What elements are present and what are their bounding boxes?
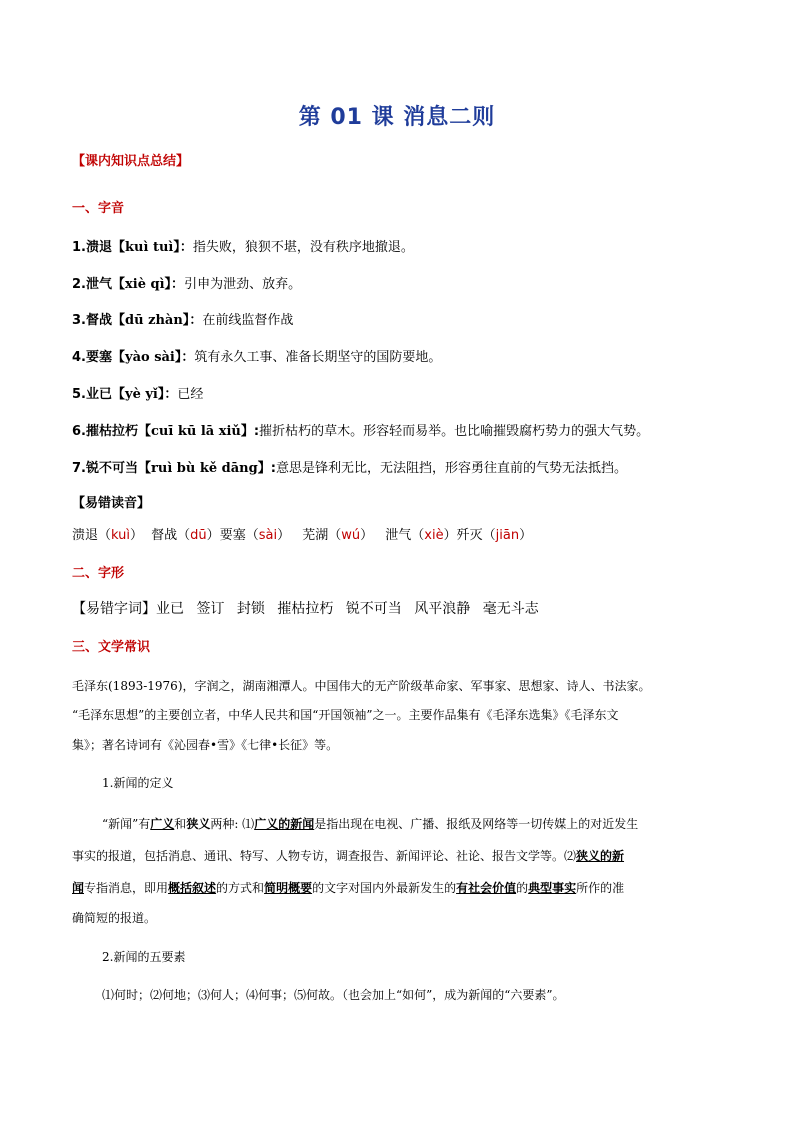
bio-line: 集》；著名诗词有《沁园春•雪》《七律•长征》等。: [72, 738, 339, 752]
pronunciation-entry: 7.锐不可当【ruì bù kě dāng】:意思是锋利无比，无法阻挡，形容勇往直前的气势无法抵挡。: [72, 461, 627, 476]
summary-heading: 【课内知识点总结】: [72, 154, 190, 169]
error-prone-words: 【易错字词】业已 签订 封锁 摧枯拉朽 锐不可当 风平浪静 毫无斗志: [72, 601, 539, 617]
subheading-news-definition: 1.新闻的定义: [102, 776, 174, 790]
pronunciation-entry: 2.泄气【xiè qì】：引申为泄劲、放弃。: [72, 277, 302, 292]
section-heading-glyph: 二、字形: [72, 566, 125, 581]
misread-heading: 【易错读音】: [72, 496, 151, 511]
pronunciation-entry: 6.摧枯拉朽【cuī kū lā xiǔ】:摧折枯朽的草木。形容轻而易举。也比喻摧毁腐朽势力的强大气势。: [72, 424, 650, 439]
pronunciation-entry: 4.要塞【yào sài】：筑有永久工事、准备长期坚守的国防要地。: [72, 350, 442, 365]
pronunciation-entry: 5.业已【yè yǐ】：已经: [72, 387, 204, 402]
section-heading-pronunciation: 一、字音: [72, 201, 125, 216]
misread-list: 溃退（kuì） 督战（dū）要塞（sài） 芜湖（wú） 泄气（xiè）歼灭（jiān）: [72, 528, 533, 543]
five-elements-line: ⑴何时；⑵何地；⑶何人；⑷何事；⑸何故。（也会加上“如何”，成为新闻的“六要素”。: [102, 988, 565, 1002]
section-heading-literature: 三、文学常识: [72, 640, 151, 655]
pronunciation-entry: 1.溃退【kuì tuì】：指失败，狼狈不堪，没有秩序地撤退。: [72, 240, 414, 255]
page-title: 第 01 课 消息二则: [298, 105, 496, 130]
definition-line: 闻专指消息，即用概括叙述的方式和简明概要的文字对国内外最新发生的有社会价值的典型事实所作的准: [72, 881, 625, 895]
definition-line: 事实的报道，包括消息、通讯、特写、人物专访，调查报告、新闻评论、社论、报告文学等。⑵狭义的新: [72, 849, 625, 863]
subheading-five-elements: 2.新闻的五要素: [102, 950, 186, 964]
definition-line: “新闻”有广义和狭义两种: ⑴广义的新闻是指出现在电视、广播、报纸及网络等一切传媒上的对近发生: [102, 817, 639, 831]
bio-line: “毛泽东思想”的主要创立者，中华人民共和国“开国领袖”之一。主要作品集有《毛泽东选集》《毛泽东文: [72, 708, 619, 722]
bio-line: 毛泽东(1893-1976)，字润之，湖南湘潭人。中国伟大的无产阶级革命家、军事家、思想家、诗人、书法家。: [72, 679, 651, 693]
definition-line: 确简短的报道。: [72, 911, 157, 925]
pronunciation-entry: 3.督战【dū zhàn】：在前线监督作战: [72, 313, 294, 328]
